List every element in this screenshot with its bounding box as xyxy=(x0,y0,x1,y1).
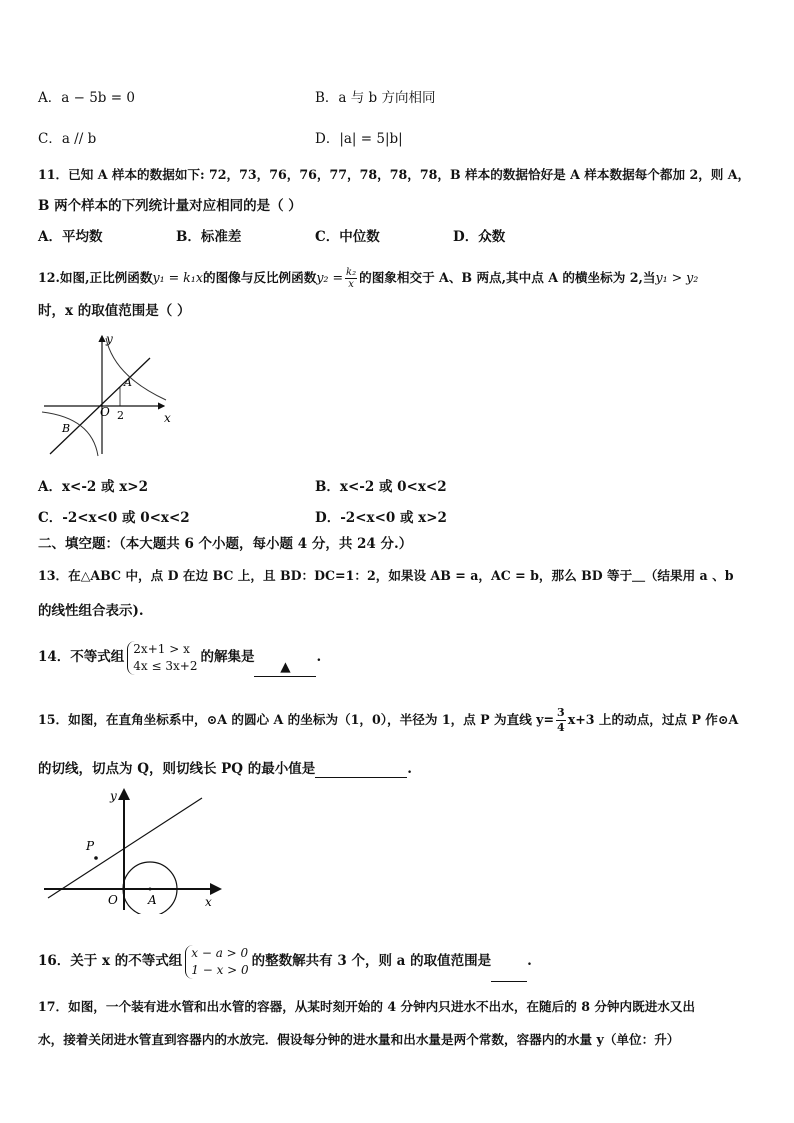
text: 的切线，切点为 Q，则切线长 PQ 的最小值是 xyxy=(38,761,316,777)
q16-line xyxy=(38,940,532,982)
q15-line-1 xyxy=(38,700,738,740)
text: . xyxy=(407,761,412,777)
fraction xyxy=(345,267,357,290)
option-label: B． xyxy=(315,90,339,106)
numerator: 3 xyxy=(557,706,565,719)
q12-line-2: 时，x 的取值范围是（ ） xyxy=(38,303,191,319)
answer-blank xyxy=(315,761,407,778)
point-a xyxy=(149,888,152,891)
option-label: D． xyxy=(315,131,340,147)
text: 12.如图,正比例函数 xyxy=(38,270,153,285)
q10-option-c xyxy=(38,130,96,148)
fraction xyxy=(556,706,566,735)
text: 的解集是 xyxy=(200,649,255,665)
q13-line-1: 13．在△ABC 中，点 D 在边 BC 上，且 BD：DC=1：2，如果设 AB = a，AC = b，那么 BD 等于＿（结果用 a 、b xyxy=(38,568,734,583)
option-text: |a| = 5|b| xyxy=(339,131,403,147)
q11-line-1: 11．已知 A 样本的数据如下: 72，73，76，76，77，78，78，78，B 样本的数据恰好是 A 样本数据每个都加 2，则 A， xyxy=(38,167,751,182)
q13-line-2: 的线性组合表示). xyxy=(38,603,144,619)
row: x − a > 0 xyxy=(191,945,249,960)
label-o: O xyxy=(100,405,110,419)
text: 的整数解共有 3 个，则 a 的取值范围是 xyxy=(251,953,492,969)
q15-figure xyxy=(40,786,230,914)
q12-option-d: D．-2<x<0 或 x>2 xyxy=(315,510,447,526)
label-p: P xyxy=(86,839,95,853)
q14-line xyxy=(38,637,321,677)
q17-line-2: 水，接着关闭进水管直到容器内的水放完．假设每分钟的进水量和出水量是两个常数，容器内的水量 y（单位：升） xyxy=(38,1032,680,1047)
inequality-system xyxy=(185,945,248,979)
text: 14．不等式组 xyxy=(38,649,125,665)
option-label: C． xyxy=(38,131,62,147)
label-x: x xyxy=(164,411,171,425)
answer-blank xyxy=(254,658,316,677)
option-text: a 与 b 方向相同 xyxy=(338,90,436,106)
label-2: 2 xyxy=(117,409,124,422)
point-p xyxy=(94,856,98,860)
text: . xyxy=(527,953,532,969)
label-y: y xyxy=(110,789,117,803)
inequality-system xyxy=(127,641,197,675)
q10-option-b xyxy=(315,89,436,107)
text: 15．如图，在直角坐标系中，⊙A 的圆心 A 的坐标为（1，0），半径为 1，点 P 为直线 y= xyxy=(38,712,555,727)
q12-option-b: B．x<-2 或 0<x<2 xyxy=(315,479,447,495)
label-a: A xyxy=(148,893,157,907)
option-text: a // b xyxy=(61,131,97,147)
triangle-mark: ▲ xyxy=(280,659,291,675)
q10-option-a xyxy=(38,89,135,107)
formula: y₁ > y₂ xyxy=(655,270,699,285)
label-y: y xyxy=(106,332,113,346)
label-b: B xyxy=(62,422,71,435)
numerator: k₂ xyxy=(346,267,357,278)
text: 16．关于 x 的不等式组 xyxy=(38,953,183,969)
formula: y₂ = xyxy=(316,270,344,285)
row: 1 − x > 0 xyxy=(191,962,249,977)
q11-option-c: C．中位数 xyxy=(315,229,380,245)
q10-option-d xyxy=(315,130,403,148)
q11-option-d: D．众数 xyxy=(453,229,506,245)
q12-option-c: C．-2<x<0 或 0<x<2 xyxy=(38,510,190,526)
q11-line-2: B 两个样本的下列统计量对应相同的是（ ） xyxy=(38,198,302,214)
row: 4x ≤ 3x+2 xyxy=(133,658,198,673)
q11-option-a: A．平均数 xyxy=(38,229,103,245)
formula: y₁ = k₁x xyxy=(152,270,203,285)
text: x+3 上的动点，过点 P 作⊙A xyxy=(567,712,739,727)
denominator: 4 xyxy=(557,721,565,734)
answer-blank xyxy=(491,965,527,982)
q11-option-b: B．标准差 xyxy=(176,229,242,245)
q17-line-1: 17．如图，一个装有进水管和出水管的容器，从某时刻开始的 4 分钟内只进水不出水，在随后的 8 分钟内既进水又出 xyxy=(38,999,696,1014)
label-a: A xyxy=(124,376,132,389)
row: 2x+1 > x xyxy=(133,641,190,656)
denominator: x xyxy=(348,279,354,290)
q12-line-1 xyxy=(38,265,698,291)
label-o: O xyxy=(108,893,118,907)
q12-option-a: A．x<-2 或 x>2 xyxy=(38,479,148,495)
q12-figure xyxy=(40,328,180,458)
option-text: a − 5b = 0 xyxy=(61,90,135,106)
option-label: A． xyxy=(38,90,62,106)
text: . xyxy=(316,649,322,665)
section-heading: 二、填空题：（本大题共 6 个小题，每小题 4 分，共 24 分.） xyxy=(38,536,413,552)
q15-line-2 xyxy=(38,760,412,778)
text: 的图像与反比例函数 xyxy=(202,270,317,285)
label-x: x xyxy=(205,895,212,909)
text: 的图象相交于 A、B 两点,其中点 A 的横坐标为 2,当 xyxy=(359,270,656,285)
